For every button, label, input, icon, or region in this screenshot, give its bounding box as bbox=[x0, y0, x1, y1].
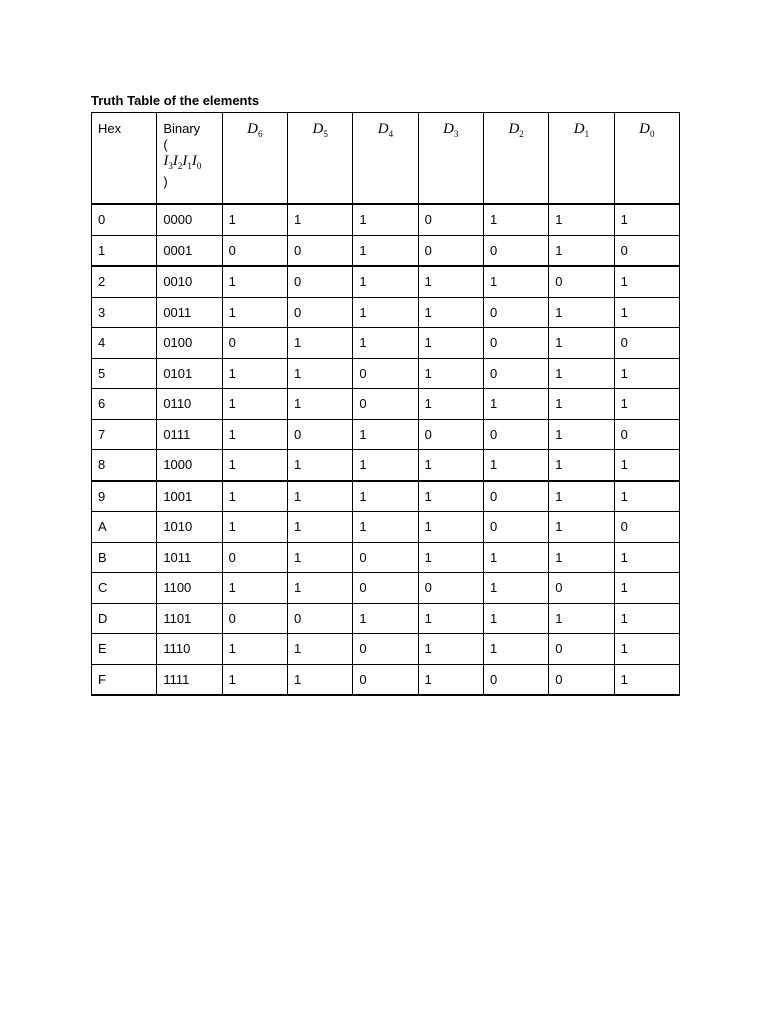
output-base: D bbox=[443, 121, 454, 137]
table-row bbox=[92, 235, 680, 266]
cell-output-4: 1 bbox=[483, 204, 548, 235]
table-body bbox=[92, 204, 680, 695]
binary-var-sub: 0 bbox=[196, 161, 202, 171]
cell-output-0: 0 bbox=[222, 328, 287, 359]
cell-output-6: 1 bbox=[614, 634, 679, 665]
cell-binary: 0110 bbox=[157, 389, 222, 420]
cell-output-5: 1 bbox=[549, 297, 614, 328]
binary-var-sub: 3 bbox=[168, 161, 173, 171]
output-base: D bbox=[573, 121, 585, 137]
cell-output-4: 1 bbox=[483, 634, 548, 665]
cell-output-0: 1 bbox=[222, 664, 287, 695]
cell-output-6: 1 bbox=[614, 389, 679, 420]
cell-output-4: 0 bbox=[483, 358, 548, 389]
cell-hex: 0 bbox=[92, 204, 157, 235]
cell-output-3: 0 bbox=[418, 204, 483, 235]
cell-output-4: 1 bbox=[483, 603, 548, 634]
cell-output-2: 0 bbox=[353, 358, 418, 389]
output-sub: 2 bbox=[519, 129, 524, 139]
header-binary bbox=[157, 113, 222, 205]
cell-hex: 7 bbox=[92, 419, 157, 450]
table-row bbox=[92, 328, 680, 359]
cell-output-5: 1 bbox=[549, 542, 614, 573]
binary-var-base: I bbox=[191, 153, 197, 169]
cell-output-1: 1 bbox=[287, 573, 352, 604]
cell-output-1: 1 bbox=[287, 542, 352, 573]
cell-output-1: 1 bbox=[287, 389, 352, 420]
table-row bbox=[92, 542, 680, 573]
binary-var-sub: 2 bbox=[177, 161, 183, 171]
binary-var-base: I bbox=[172, 153, 178, 169]
cell-hex: A bbox=[92, 512, 157, 543]
output-base: D bbox=[247, 121, 258, 137]
cell-output-5: 0 bbox=[549, 266, 614, 297]
cell-output-0: 1 bbox=[222, 419, 287, 450]
cell-output-5: 1 bbox=[549, 481, 614, 512]
table-row bbox=[92, 634, 680, 665]
cell-output-6: 0 bbox=[614, 235, 679, 266]
output-sub: 0 bbox=[649, 129, 655, 139]
cell-output-4: 1 bbox=[483, 266, 548, 297]
cell-hex: E bbox=[92, 634, 157, 665]
header-hex: Hex bbox=[92, 113, 157, 205]
cell-binary: 0011 bbox=[157, 297, 222, 328]
cell-output-0: 1 bbox=[222, 204, 287, 235]
cell-output-5: 1 bbox=[549, 512, 614, 543]
cell-binary: 1101 bbox=[157, 603, 222, 634]
cell-output-5: 1 bbox=[549, 204, 614, 235]
cell-output-6: 1 bbox=[614, 450, 679, 481]
cell-output-1: 1 bbox=[287, 664, 352, 695]
cell-output-4: 0 bbox=[483, 235, 548, 266]
cell-binary: 1011 bbox=[157, 542, 222, 573]
header-output-2 bbox=[353, 113, 418, 205]
cell-output-2: 1 bbox=[353, 512, 418, 543]
cell-output-6: 1 bbox=[614, 573, 679, 604]
cell-hex: 9 bbox=[92, 481, 157, 512]
table-row bbox=[92, 573, 680, 604]
cell-output-5: 1 bbox=[549, 603, 614, 634]
cell-binary: 1111 bbox=[157, 664, 222, 695]
binary-var-0 bbox=[163, 153, 173, 169]
output-base: D bbox=[508, 121, 520, 137]
output-sub: 4 bbox=[388, 129, 394, 139]
cell-output-0: 1 bbox=[222, 481, 287, 512]
cell-output-2: 1 bbox=[353, 297, 418, 328]
cell-output-0: 0 bbox=[222, 603, 287, 634]
cell-output-1: 1 bbox=[287, 450, 352, 481]
cell-hex: 5 bbox=[92, 358, 157, 389]
cell-output-5: 1 bbox=[549, 328, 614, 359]
cell-output-3: 1 bbox=[418, 542, 483, 573]
cell-output-4: 0 bbox=[483, 328, 548, 359]
header-binary-close: ) bbox=[163, 174, 168, 189]
cell-hex: F bbox=[92, 664, 157, 695]
cell-hex: 3 bbox=[92, 297, 157, 328]
cell-binary: 0001 bbox=[157, 235, 222, 266]
cell-hex: 2 bbox=[92, 266, 157, 297]
cell-binary: 0111 bbox=[157, 419, 222, 450]
cell-output-1: 1 bbox=[287, 328, 352, 359]
cell-output-4: 0 bbox=[483, 481, 548, 512]
cell-output-6: 1 bbox=[614, 204, 679, 235]
cell-binary: 0010 bbox=[157, 266, 222, 297]
cell-hex: 4 bbox=[92, 328, 157, 359]
truth-table bbox=[91, 112, 680, 696]
header-output-3 bbox=[418, 113, 483, 205]
cell-hex: C bbox=[92, 573, 157, 604]
binary-var-base: I bbox=[182, 153, 188, 169]
cell-output-6: 1 bbox=[614, 542, 679, 573]
cell-output-4: 1 bbox=[483, 450, 548, 481]
cell-output-5: 1 bbox=[549, 450, 614, 481]
cell-output-3: 0 bbox=[418, 235, 483, 266]
cell-hex: 6 bbox=[92, 389, 157, 420]
table-row bbox=[92, 450, 680, 481]
cell-output-4: 1 bbox=[483, 573, 548, 604]
header-row bbox=[92, 113, 680, 205]
cell-output-3: 1 bbox=[418, 664, 483, 695]
output-sub: 1 bbox=[584, 129, 590, 139]
cell-output-1: 1 bbox=[287, 358, 352, 389]
cell-output-0: 1 bbox=[222, 512, 287, 543]
cell-output-4: 0 bbox=[483, 664, 548, 695]
cell-output-6: 1 bbox=[614, 603, 679, 634]
cell-output-2: 1 bbox=[353, 450, 418, 481]
cell-output-0: 1 bbox=[222, 573, 287, 604]
table-row bbox=[92, 603, 680, 634]
cell-output-5: 0 bbox=[549, 664, 614, 695]
table-row bbox=[92, 664, 680, 695]
binary-var-1 bbox=[173, 153, 183, 169]
cell-output-1: 1 bbox=[287, 481, 352, 512]
header-output-4 bbox=[483, 113, 548, 205]
cell-output-3: 1 bbox=[418, 634, 483, 665]
cell-output-4: 0 bbox=[483, 297, 548, 328]
table-row bbox=[92, 419, 680, 450]
cell-binary: 1110 bbox=[157, 634, 222, 665]
output-sub: 3 bbox=[453, 129, 459, 139]
cell-output-0: 1 bbox=[222, 297, 287, 328]
cell-output-0: 0 bbox=[222, 542, 287, 573]
binary-var-3 bbox=[192, 153, 202, 169]
cell-binary: 1000 bbox=[157, 450, 222, 481]
cell-binary: 0000 bbox=[157, 204, 222, 235]
table-row bbox=[92, 204, 680, 235]
output-base: D bbox=[639, 121, 650, 137]
cell-output-5: 0 bbox=[549, 573, 614, 604]
cell-output-3: 1 bbox=[418, 450, 483, 481]
cell-hex: B bbox=[92, 542, 157, 573]
binary-var-base: I bbox=[163, 153, 169, 169]
cell-hex: 1 bbox=[92, 235, 157, 266]
table-row bbox=[92, 389, 680, 420]
output-sub: 5 bbox=[323, 129, 328, 139]
cell-output-3: 1 bbox=[418, 328, 483, 359]
cell-output-3: 1 bbox=[418, 603, 483, 634]
cell-output-6: 0 bbox=[614, 328, 679, 359]
cell-output-0: 1 bbox=[222, 450, 287, 481]
cell-output-4: 1 bbox=[483, 389, 548, 420]
output-sub: 6 bbox=[257, 129, 263, 139]
table-row bbox=[92, 358, 680, 389]
cell-output-5: 0 bbox=[549, 634, 614, 665]
cell-output-3: 1 bbox=[418, 358, 483, 389]
cell-output-5: 1 bbox=[549, 235, 614, 266]
cell-output-0: 0 bbox=[222, 235, 287, 266]
cell-output-3: 0 bbox=[418, 573, 483, 604]
cell-binary: 1010 bbox=[157, 512, 222, 543]
cell-output-1: 0 bbox=[287, 235, 352, 266]
cell-output-6: 0 bbox=[614, 419, 679, 450]
cell-output-0: 1 bbox=[222, 358, 287, 389]
cell-output-1: 0 bbox=[287, 266, 352, 297]
cell-output-3: 1 bbox=[418, 297, 483, 328]
cell-output-0: 1 bbox=[222, 389, 287, 420]
cell-output-2: 1 bbox=[353, 266, 418, 297]
cell-output-6: 1 bbox=[614, 266, 679, 297]
table-caption: Truth Table of the elements bbox=[91, 93, 260, 108]
cell-output-1: 1 bbox=[287, 634, 352, 665]
cell-binary: 0101 bbox=[157, 358, 222, 389]
cell-output-1: 0 bbox=[287, 419, 352, 450]
cell-output-3: 0 bbox=[418, 419, 483, 450]
table-row bbox=[92, 512, 680, 543]
header-output-5 bbox=[549, 113, 614, 205]
cell-hex: 8 bbox=[92, 450, 157, 481]
cell-output-2: 1 bbox=[353, 235, 418, 266]
cell-output-2: 0 bbox=[353, 573, 418, 604]
cell-output-0: 1 bbox=[222, 266, 287, 297]
cell-output-1: 0 bbox=[287, 297, 352, 328]
cell-hex: D bbox=[92, 603, 157, 634]
cell-output-4: 0 bbox=[483, 512, 548, 543]
cell-output-5: 1 bbox=[549, 358, 614, 389]
header-output-1 bbox=[287, 113, 352, 205]
cell-output-0: 1 bbox=[222, 634, 287, 665]
cell-binary: 0100 bbox=[157, 328, 222, 359]
cell-output-5: 1 bbox=[549, 419, 614, 450]
cell-output-1: 1 bbox=[287, 204, 352, 235]
cell-output-2: 0 bbox=[353, 542, 418, 573]
cell-output-2: 1 bbox=[353, 419, 418, 450]
header-binary-label: Binary bbox=[163, 121, 201, 136]
header-binary-open: ( bbox=[163, 137, 168, 152]
table-row bbox=[92, 481, 680, 512]
cell-output-2: 1 bbox=[353, 603, 418, 634]
cell-binary: 1100 bbox=[157, 573, 222, 604]
header-output-6 bbox=[614, 113, 679, 205]
table-row bbox=[92, 297, 680, 328]
cell-output-1: 1 bbox=[287, 512, 352, 543]
table-row bbox=[92, 266, 680, 297]
cell-output-2: 0 bbox=[353, 389, 418, 420]
cell-output-3: 1 bbox=[418, 266, 483, 297]
cell-output-6: 1 bbox=[614, 358, 679, 389]
cell-output-3: 1 bbox=[418, 389, 483, 420]
binary-var-sub: 1 bbox=[187, 161, 192, 171]
binary-var-2 bbox=[182, 153, 192, 169]
cell-output-4: 0 bbox=[483, 419, 548, 450]
cell-output-4: 1 bbox=[483, 542, 548, 573]
cell-output-2: 0 bbox=[353, 634, 418, 665]
cell-output-2: 0 bbox=[353, 664, 418, 695]
cell-output-2: 1 bbox=[353, 481, 418, 512]
cell-output-6: 1 bbox=[614, 297, 679, 328]
header-binary-vars bbox=[163, 153, 221, 174]
cell-output-3: 1 bbox=[418, 481, 483, 512]
cell-output-6: 1 bbox=[614, 481, 679, 512]
cell-binary: 1001 bbox=[157, 481, 222, 512]
cell-output-6: 1 bbox=[614, 664, 679, 695]
output-base: D bbox=[312, 121, 324, 137]
cell-output-2: 1 bbox=[353, 204, 418, 235]
cell-output-1: 0 bbox=[287, 603, 352, 634]
output-base: D bbox=[377, 121, 389, 137]
header-output-0 bbox=[222, 113, 287, 205]
cell-output-5: 1 bbox=[549, 389, 614, 420]
cell-output-2: 1 bbox=[353, 328, 418, 359]
cell-output-6: 0 bbox=[614, 512, 679, 543]
cell-output-3: 1 bbox=[418, 512, 483, 543]
